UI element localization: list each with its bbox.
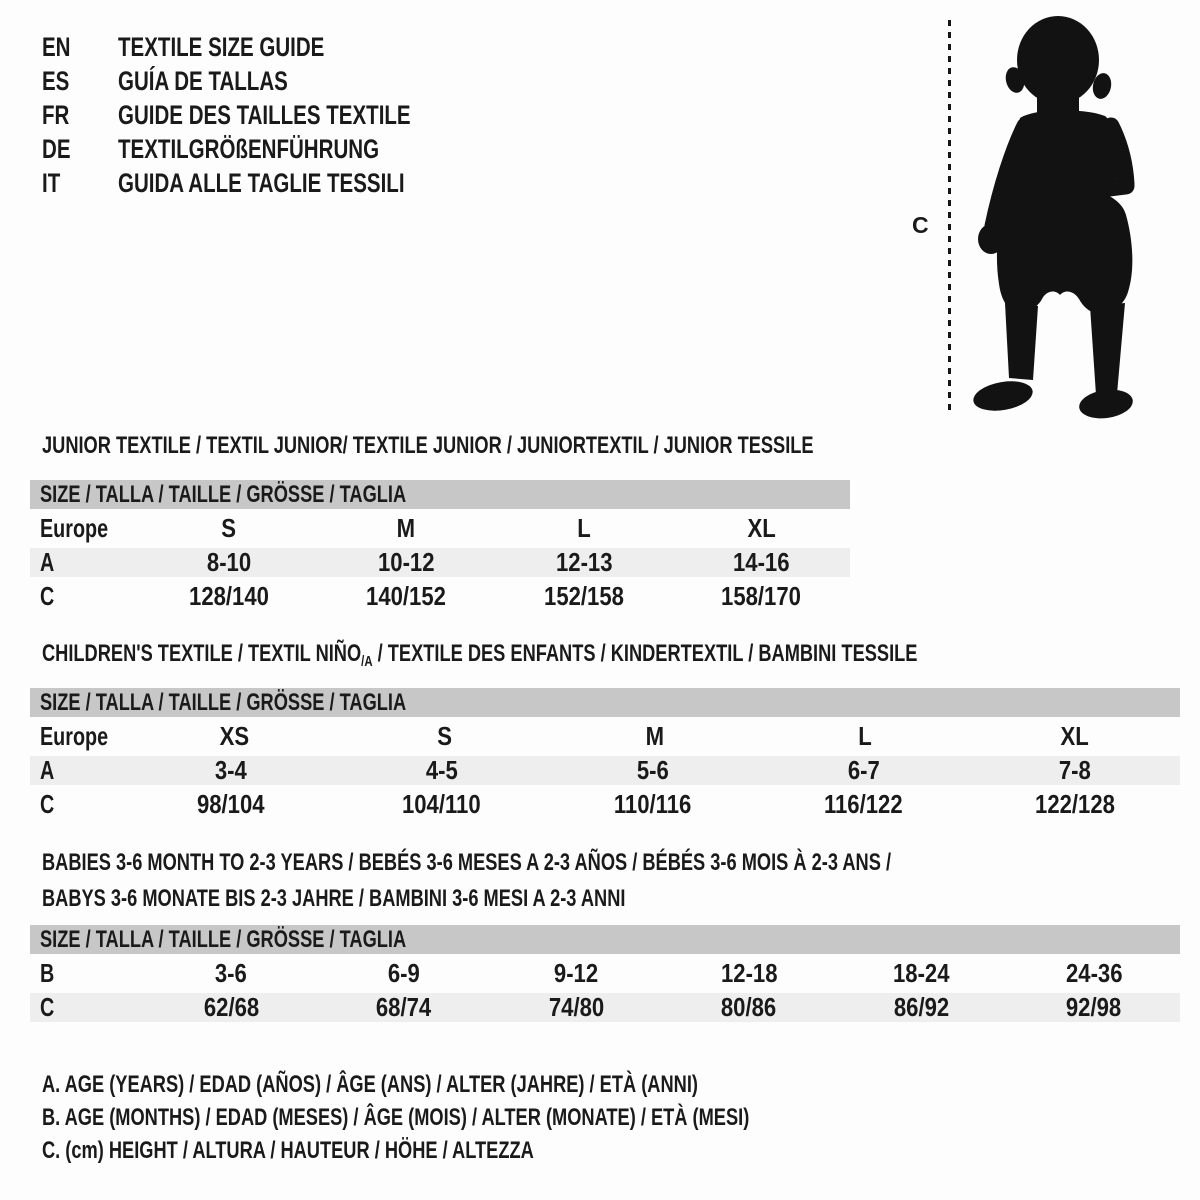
height-value: 122/128 — [1034, 789, 1115, 819]
height-value: 68/74 — [376, 992, 432, 1022]
height-value: 110/116 — [613, 789, 692, 819]
table-row-height — [30, 790, 1180, 819]
table-row-months — [30, 959, 1180, 988]
language-row-it — [42, 166, 503, 200]
height-value: 92/98 — [1066, 992, 1122, 1022]
language-code-fr: FR — [42, 99, 70, 130]
babies-size-table — [30, 925, 1180, 1022]
height-value: 98/104 — [196, 789, 265, 819]
size-value: M — [397, 513, 416, 543]
language-row-fr — [42, 98, 503, 132]
toddler-leg-right — [1090, 303, 1125, 395]
toddler-arm-right-forearm — [1102, 186, 1126, 189]
size-header-band: SIZE / TALLA / TAILLE / GRÖSSE / TAGLIA — [30, 925, 1180, 954]
size-value: S — [437, 721, 453, 751]
toddler-foot-right — [1077, 386, 1134, 420]
age-value: 7-8 — [1058, 755, 1091, 785]
row-label: A — [40, 547, 55, 577]
toddler-hand-left — [978, 224, 1004, 254]
size-value: XL — [1060, 721, 1090, 751]
height-value: 152/158 — [543, 581, 624, 611]
language-code-de: DE — [42, 133, 71, 164]
months-value: 3-6 — [215, 958, 248, 988]
junior-section-title: JUNIOR TEXTILE / TEXTIL JUNIOR/ TEXTILE JUNIOR / JUNIORTEXTIL / JUNIOR TESSILE — [42, 432, 814, 459]
months-value: 6-9 — [387, 958, 420, 988]
table-row-height — [30, 582, 850, 611]
size-value: L — [858, 721, 872, 751]
guide-title-de: TEXTILGRÖßENFÜHRUNG — [118, 133, 380, 164]
guide-title-en: TEXTILE SIZE GUIDE — [118, 31, 325, 62]
months-value: 9-12 — [554, 958, 599, 988]
table-row-age — [30, 756, 1180, 785]
legend-age-months: B. AGE (MONTHS) / EDAD (MESES) / ÂGE (MOIS) / ALTER (MONATE) / ETÀ (MESI) — [42, 1104, 750, 1131]
junior-size-table — [30, 480, 850, 611]
size-value: S — [221, 513, 237, 543]
height-value: 116/122 — [824, 789, 903, 819]
height-value: 104/110 — [402, 789, 481, 819]
legend-height-cm: C. (cm) HEIGHT / ALTURA / HAUTEUR / HÖHE / ALTEZZA — [42, 1137, 534, 1164]
row-label: C — [40, 789, 55, 819]
row-label: Europe — [40, 721, 109, 751]
height-value: 62/68 — [203, 992, 259, 1022]
table-row-europe — [30, 514, 850, 543]
table-row-age — [30, 548, 850, 577]
age-value: 8-10 — [206, 547, 251, 577]
row-label: Europe — [40, 513, 109, 543]
size-value: XS — [219, 721, 250, 751]
language-row-de — [42, 132, 503, 166]
row-label: B — [40, 958, 55, 988]
children-size-table — [30, 688, 1180, 819]
toddler-foot-left — [971, 377, 1035, 415]
guide-title-es: GUÍA DE TALLAS — [118, 65, 288, 96]
height-value: 86/92 — [893, 992, 949, 1022]
size-value: M — [645, 721, 664, 751]
months-value: 18-24 — [892, 958, 950, 988]
language-code-es: ES — [42, 65, 70, 96]
language-title-list — [42, 30, 503, 200]
months-value: 24-36 — [1065, 958, 1123, 988]
toddler-silhouette-icon — [965, 8, 1140, 420]
height-value: 80/86 — [721, 992, 777, 1022]
table-row-height — [30, 993, 1180, 1022]
age-value: 5-6 — [636, 755, 669, 785]
size-header-band: SIZE / TALLA / TAILLE / GRÖSSE / TAGLIA — [30, 688, 1180, 717]
row-label: A — [40, 755, 55, 785]
age-value: 6-7 — [847, 755, 880, 785]
height-value: 140/152 — [366, 581, 447, 611]
height-measure-label: C — [912, 212, 929, 238]
age-value: 4-5 — [425, 755, 458, 785]
legend-age-years: A. AGE (YEARS) / EDAD (AÑOS) / ÂGE (ANS) / ALTER (JAHRE) / ETÀ (ANNI) — [42, 1071, 698, 1098]
nino-a-subscript: /A — [361, 653, 373, 670]
language-row-en — [42, 30, 503, 64]
language-code-en: EN — [42, 31, 71, 62]
babies-section-title: BABIES 3-6 MONTH TO 2-3 YEARS / BEBÉS 3-6 MESES A 2-3 AÑOS / BÉBÉS 3-6 MOIS À 2-3 ANS / BABYS 3-6 MONATE BIS 2-3 JAHRE / BAMBINI 3-6 MESI A 2-3 ANNI — [42, 849, 892, 912]
age-value: 3-4 — [214, 755, 247, 785]
size-value: XL — [747, 513, 776, 543]
height-value: 74/80 — [548, 992, 604, 1022]
age-value: 10-12 — [377, 547, 435, 577]
children-section-title: CHILDREN'S TEXTILE / TEXTIL $NIÑO_{/A}$ / TEXTILE DES ENFANTS / KINDERTEXTIL / BAMBINI TESSILE — [42, 640, 918, 670]
size-header-band: SIZE / TALLA / TAILLE / GRÖSSE / TAGLIA — [30, 480, 850, 509]
age-value: 14-16 — [732, 547, 790, 577]
guide-title-it: GUIDA ALLE TAGLIE TESSILI — [118, 167, 405, 198]
row-label: C — [40, 992, 55, 1022]
table-row-europe — [30, 722, 1180, 751]
toddler-leg-left — [1005, 303, 1038, 380]
months-value: 12-18 — [720, 958, 778, 988]
language-row-es — [42, 64, 503, 98]
age-value: 12-13 — [555, 547, 613, 577]
language-code-it: IT — [42, 167, 61, 198]
height-measure-dashed-line — [948, 20, 951, 413]
height-value: 158/170 — [721, 581, 802, 611]
height-value: 128/140 — [188, 581, 269, 611]
guide-title-fr: GUIDE DES TAILLES TEXTILE — [118, 99, 411, 130]
row-label: C — [40, 581, 55, 611]
size-value: L — [576, 513, 591, 543]
measure-legend — [42, 1068, 973, 1167]
